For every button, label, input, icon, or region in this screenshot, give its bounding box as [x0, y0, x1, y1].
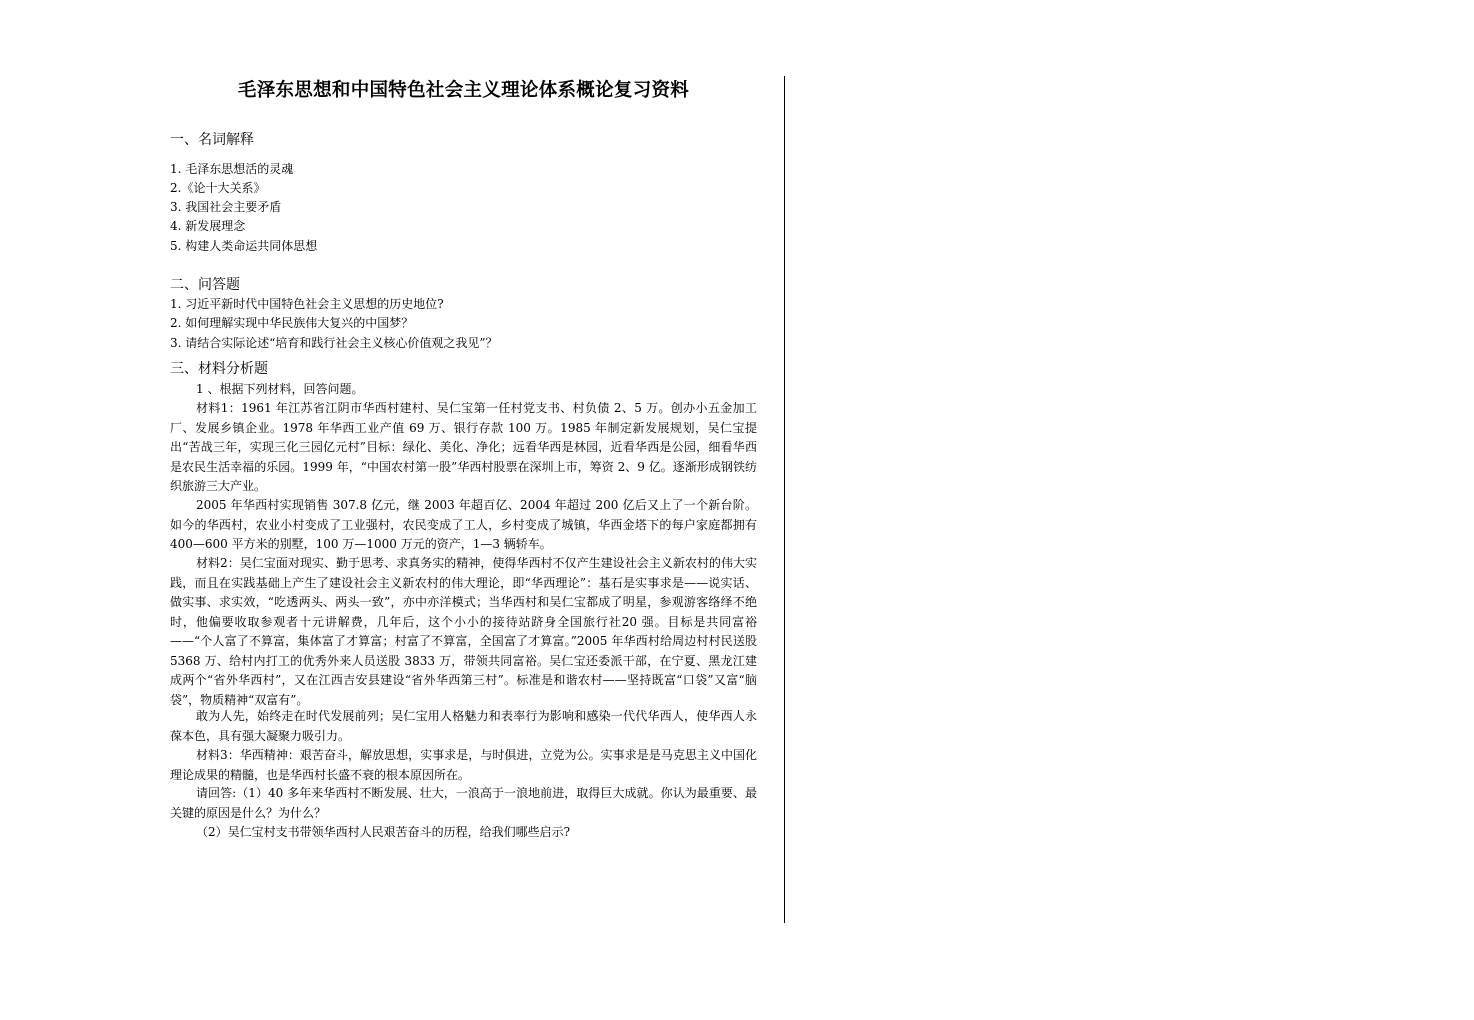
term-item: 4. 新发展理念: [170, 219, 246, 233]
final-question: （2）吴仁宝村支书带领华西村人民艰苦奋斗的历程，给我们哪些启示?: [196, 825, 571, 839]
term-item: 2.《论十大关系》: [170, 181, 266, 195]
section-heading-terms: 一、名词解释: [170, 132, 254, 148]
question-paragraph: 请回答:（1）40 多年来华西村不断发展、壮大，一浪高于一浪地前进，取得巨大成就。你认为最重要、最关键的原因是什么？为什么？: [170, 786, 757, 820]
material-paragraph: 材料3：华西精神：艰苦奋斗，解放思想，实事求是，与时俱进，立党为公。实事求是是马克思主义中国化理论成果的精髓，也是华西村长盛不衰的根本原因所在。: [170, 748, 757, 782]
section-heading-questions: 二、问答题: [170, 277, 240, 293]
question-item: 3. 请结合实际论述“培育和践行社会主义核心价值观之我见”？: [170, 336, 498, 350]
page-title: 毛泽东思想和中国特色社会主义理论体系概论复习资料: [237, 80, 690, 101]
question-item: 1. 习近平新时代中国特色社会主义思想的历史地位?: [170, 297, 444, 311]
section-heading-analysis: 三、材料分析题: [170, 361, 268, 377]
material-paragraph: 材料2：吴仁宝面对现实、勤于思考、求真务实的精神，使得华西村不仅产生建设社会主义新农村的伟大实践，而且在实践基础上产生了建设社会主义新农村的伟大理论，即“华西理论”：基石是实事求是——说实话、做实事、求实效，“吃透两头、两头一致”，亦中亦洋模式；当华西村和吴仁宝都成了明星，参观游客络绎不绝时，他偏要收取参观者十元讲解费，几年后，这个小小的接待站跻身全国旅行社20 强。目标是共同富裕——“个人富了不算富，集体富了才算富；村富了不算富，全国富了才算富。”2005 年华西村给周边村村民送股 5368 万、给村内打工的优秀外来人员送股 3833 万，带领共同富裕。吴仁宝还委派干部，在宁夏、黑龙江建成两个“省外华西村”，又在江西吉安县建设“省外华西第三村”。标准是和谐农村——坚持既富“口袋”又富“脑袋”，物质精神“双富有”。: [170, 556, 757, 707]
material-paragraph: 敢为人先，始终走在时代发展前列；吴仁宝用人格魅力和表率行为影响和感染一代代华西人，使华西人永葆本色，具有强大凝聚力吸引力。: [170, 709, 757, 743]
material-paragraph: 2005 年华西村实现销售 307.8 亿元，继 2003 年超百亿、2004 年超过 200 亿后又上了一个新台阶。如今的华西村，农业小村变成了工业强村，农民变成了工人，乡村变成了城镇，华西金塔下的每户家庭都拥有 400—600 平方米的别墅，100 万—1000 万元的资产，1—3 辆轿车。: [170, 498, 757, 551]
term-item: 3. 我国社会主要矛盾: [170, 200, 282, 214]
term-item: 1. 毛泽东思想活的灵魂: [170, 162, 294, 176]
question-item: 2. 如何理解实现中华民族伟大复兴的中国梦？: [170, 316, 414, 330]
analysis-intro: 1 、根据下列材料，回答问题。: [196, 382, 364, 396]
term-item: 5. 构建人类命运共同体思想: [170, 239, 318, 253]
column-divider: [784, 76, 785, 923]
material-paragraph: 材料1：1961 年江苏省江阴市华西村建村、吴仁宝第一任村党支书、村负债 2、5 万。创办小五金加工厂、发展乡镇企业。1978 年华西工业产值 69 万、银行存款 100 万。1985 年制定新发展规划，吴仁宝提出“苦战三年，实现三化三园亿元村”目标：绿化、美化、净化；远看华西是林园，近看华西是公园，细看华西是农民生活幸福的乐园。1999 年，“中国农村第一股”华西村股票在深圳上市，筹资 2、9 亿。逐渐形成钢铁纺织旅游三大产业。: [170, 401, 757, 493]
